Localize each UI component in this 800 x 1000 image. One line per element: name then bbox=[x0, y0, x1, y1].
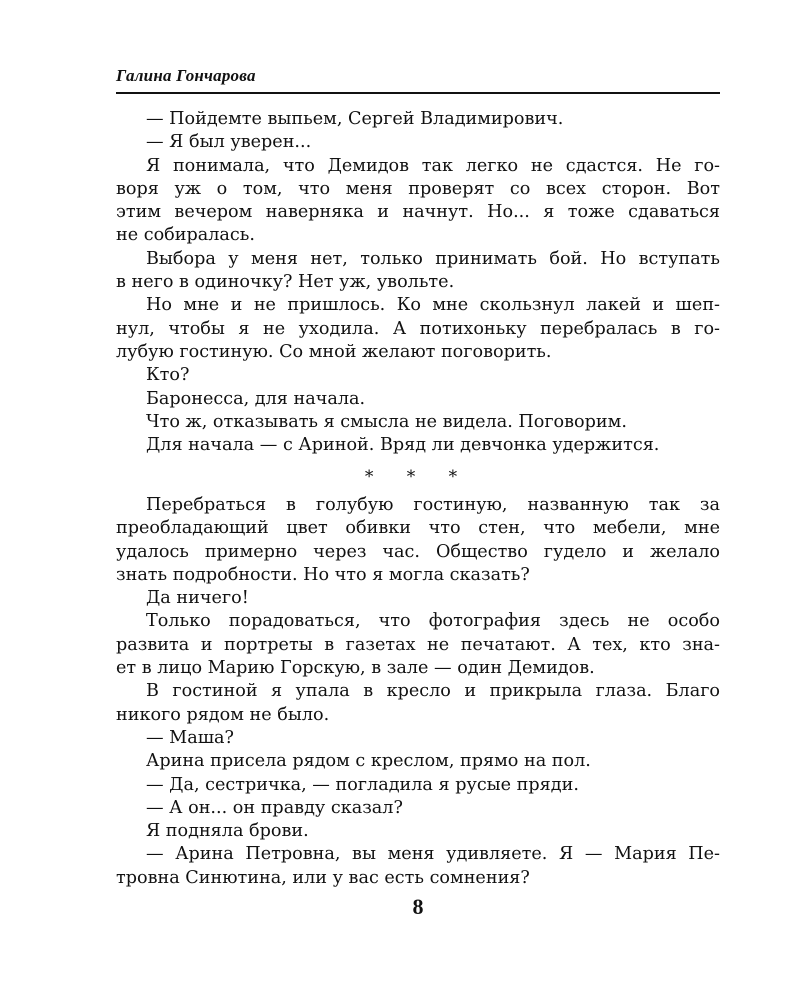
text-line: развита и портреты в газетах не печатают. А тех, кто зна- bbox=[116, 634, 720, 655]
text-line: преобладающий цвет обивки что стен, что мебели, мне bbox=[116, 518, 720, 539]
text-line: Я понимала, что Демидов так легко не сдастся. Не го- bbox=[146, 155, 720, 176]
text-line: Баронесса, для начала. bbox=[146, 388, 366, 409]
text-line: воря уж о том, что меня проверят со всех сторон. Вот bbox=[116, 178, 720, 199]
text-line: — Маша? bbox=[146, 727, 234, 748]
text-line: не собиралась. bbox=[116, 225, 255, 246]
running-head-author: Галина Гончарова bbox=[116, 66, 256, 85]
text-line: Что ж, отказывать я смысла не видела. Поговорим. bbox=[146, 411, 627, 432]
text-line: В гостиной я упала в кресло и прикрыла глаза. Благо bbox=[146, 681, 720, 702]
text-line: тровна Синютина, или у вас есть сомнения? bbox=[116, 867, 530, 888]
text-line: Но мне и не пришлось. Ко мне скользнул лакей и шеп- bbox=[146, 295, 720, 316]
body-text-section-2 bbox=[116, 494, 720, 890]
text-line: — Арина Петровна, вы меня удивляете. Я — Мария Пе- bbox=[146, 844, 720, 865]
text-line: Арина присела рядом с креслом, прямо на пол. bbox=[146, 751, 591, 772]
text-line: — Пойдемте выпьем, Сергей Владимирович. bbox=[146, 109, 564, 129]
text-line: Я подняла брови. bbox=[146, 821, 309, 842]
text-line: этим вечером наверняка и начнут. Но... я тоже сдаваться bbox=[116, 202, 720, 223]
text-line: Кто? bbox=[146, 365, 190, 386]
text-line: — Я был уверен... bbox=[146, 132, 312, 153]
text-line: Да ничего! bbox=[146, 588, 249, 609]
text-line: удалось примерно через час. Общество гудело и желало bbox=[116, 541, 720, 562]
text-line: знать подробности. Но что я могла сказать? bbox=[116, 564, 530, 585]
text-line: нул, чтобы я не уходила. А потихоньку перебралась в го- bbox=[116, 318, 720, 339]
section-separator: * * * bbox=[364, 467, 472, 487]
text-line: Для начала — с Ариной. Вряд ли девчонка удержится. bbox=[146, 435, 660, 456]
text-line: Выбора у меня нет, только принимать бой. Но вступать bbox=[146, 248, 720, 269]
header-rule bbox=[116, 92, 720, 94]
body-text-section-1 bbox=[116, 108, 720, 457]
text-line: лубую гостиную. Со мной желают поговорить. bbox=[116, 341, 552, 362]
text-line: — А он... он правду сказал? bbox=[146, 797, 403, 818]
text-line: Только порадоваться, что фотография здесь не особо bbox=[146, 611, 720, 632]
text-line: ет в лицо Марию Горскую, в зале — один Демидов. bbox=[116, 658, 595, 679]
page-number: 8 bbox=[412, 894, 424, 919]
text-line: в него в одиночку? Нет уж, увольте. bbox=[116, 272, 455, 293]
text-line: — Да, сестричка, — погладила я русые пряди. bbox=[146, 774, 579, 795]
text-line: Перебраться в голубую гостиную, названную так за bbox=[146, 495, 720, 515]
text-line: никого рядом не было. bbox=[116, 704, 330, 725]
